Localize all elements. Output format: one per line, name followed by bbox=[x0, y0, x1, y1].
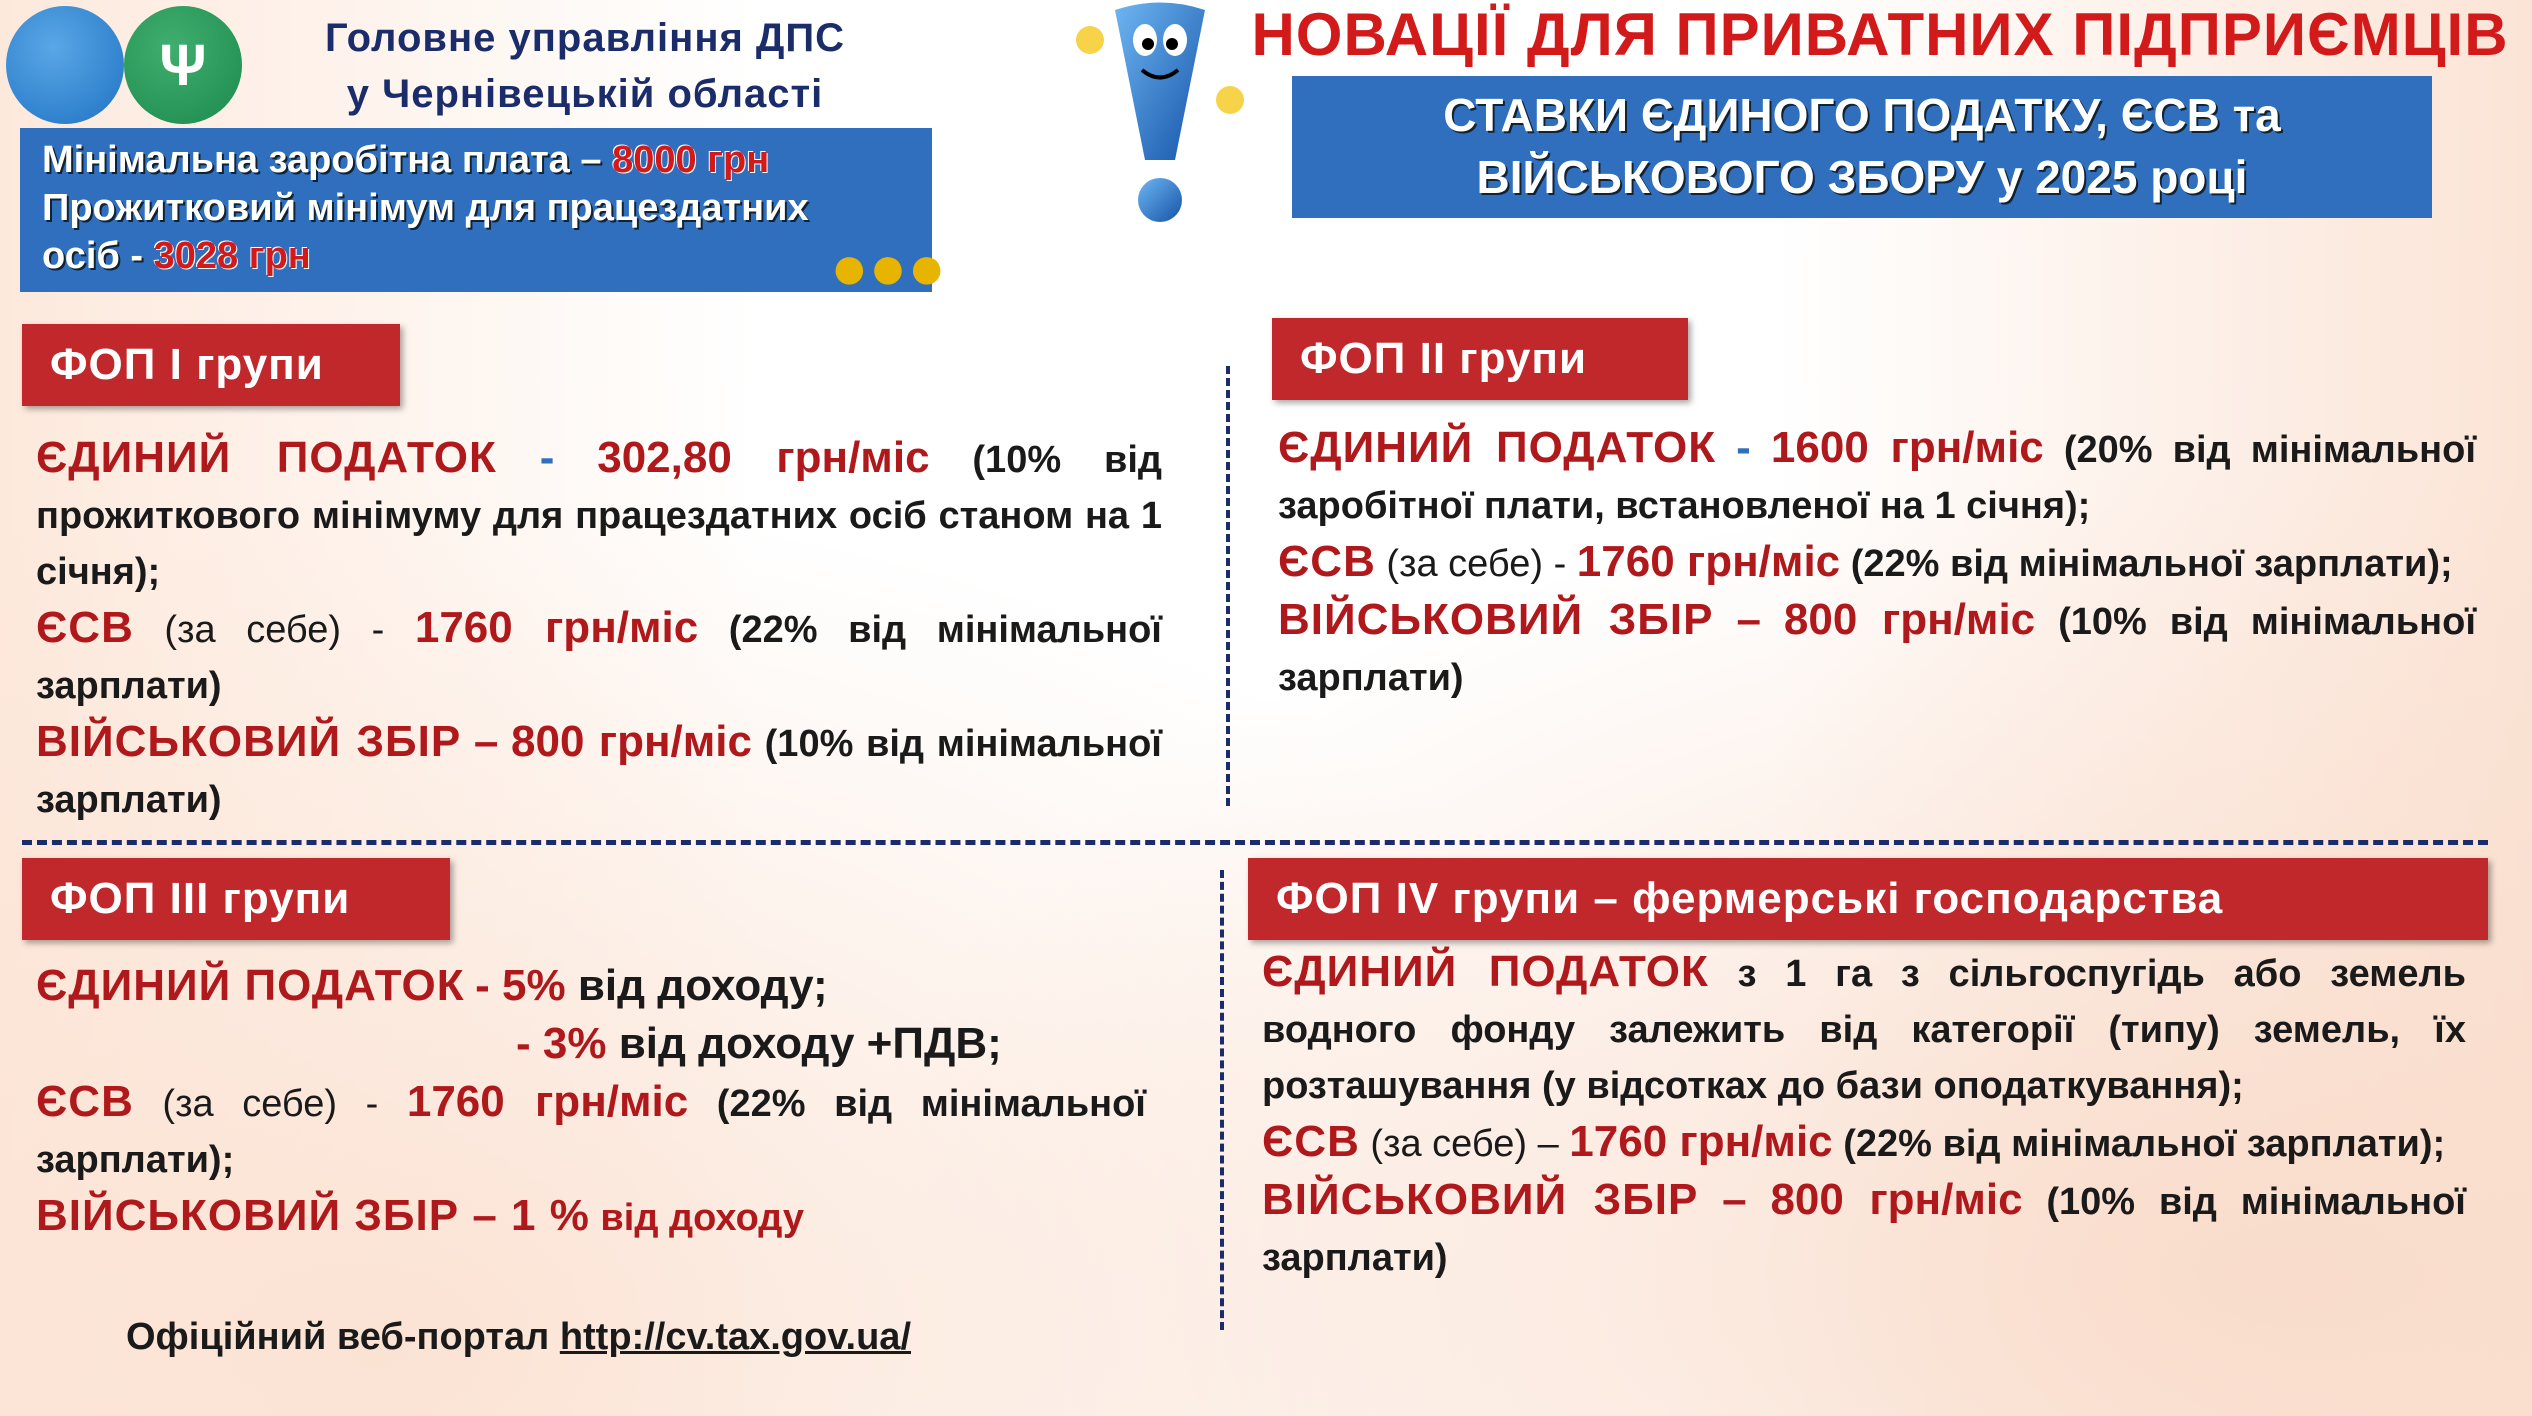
group-3-tax-line-1 bbox=[36, 958, 1146, 1016]
group-3-mil-line bbox=[36, 1188, 1146, 1246]
group-3-tax-rate-1-note: від доходу; bbox=[565, 961, 828, 1010]
group-2-mil-value: 800 грн/міс bbox=[1783, 595, 2036, 644]
group-4-text bbox=[1262, 944, 2466, 1286]
group-1-esv-line bbox=[36, 600, 1162, 714]
group-2-tax-label: ЄДИНИЙ ПОДАТОК bbox=[1278, 423, 1717, 472]
group-2-esv-label: ЄСВ bbox=[1278, 537, 1376, 586]
portal-link[interactable]: http://cv.tax.gov.ua/ bbox=[559, 1316, 911, 1358]
group-3-tax-label: ЄДИНИЙ ПОДАТОК bbox=[36, 961, 465, 1010]
org-name-line1: Головне управління ДПС bbox=[324, 16, 846, 60]
group-3-tax-rate-2-note: від доходу +ПДВ; bbox=[606, 1019, 1002, 1068]
subtitle-line2: ВІЙСЬКОВОГО ЗБОРУ у 2025 році bbox=[1476, 151, 2248, 203]
group-1-mil-label: ВІЙСЬКОВИЙ ЗБІР bbox=[36, 717, 462, 766]
group-2-mil-note: (10% від мінімальної зарплати) bbox=[1278, 601, 2477, 699]
group-1-esv-value: 1760 грн/міс bbox=[414, 603, 699, 652]
subsistence-label-2: осіб - bbox=[42, 235, 154, 277]
subtitle-line1: СТАВКИ ЄДИНОГО ПОДАТКУ, ЄСВ та bbox=[1443, 89, 2281, 141]
group-2-tax-value: 1600 грн/міс bbox=[1770, 423, 2044, 472]
group-2-mil-line: ВІЙСЬКОВИЙ ЗБІР – 800 грн/міс (10% від мінімальної зарплати) bbox=[1278, 595, 2477, 699]
group-4-mil-note: (10% від мінімальної зарплати) bbox=[1262, 1181, 2466, 1279]
group-1-esv-mid: (за себе) - bbox=[133, 609, 415, 651]
subtitle-box bbox=[1292, 76, 2432, 218]
group-1-mil-line: ВІЙСЬКОВИЙ ЗБІР – 800 грн/міс (10% від мінімальної зарплати) bbox=[36, 717, 1162, 821]
group-1-tax-line: ЄДИНИЙ ПОДАТОК - 302,80 грн/міс (10% від прожиткового мінімуму для працездатних осіб станом на 1 січня); bbox=[36, 433, 1162, 593]
main-title: НОВАЦІЇ ДЛЯ ПРИВАТНИХ ПІДПРИЄМЦІВ bbox=[1251, 1, 2509, 68]
exclamation-mascot-icon bbox=[1070, 0, 1250, 230]
group-4-esv-mid: (за себе) – bbox=[1359, 1123, 1570, 1165]
group-4-esv-label: ЄСВ bbox=[1262, 1117, 1360, 1166]
group-3-tax-rate-2: - 3% bbox=[516, 1019, 607, 1068]
subsistence-value: 3028 грн bbox=[153, 235, 311, 277]
group-2-mil-label: ВІЙСЬКОВИЙ ЗБІР bbox=[1278, 595, 1714, 644]
subsistence-label-1: Прожитковий мінімум для працездатних bbox=[42, 187, 809, 229]
group-4-mil-line: ВІЙСЬКОВИЙ ЗБІР – 800 грн/міс (10% від мінімальної зарплати) bbox=[1262, 1175, 2466, 1279]
group-1-text bbox=[36, 430, 1162, 828]
group-1-esv-label: ЄСВ bbox=[36, 603, 134, 652]
coins-icon: ●●● bbox=[830, 231, 946, 303]
group-2-text bbox=[1278, 420, 2476, 706]
portal-footer bbox=[126, 1316, 911, 1359]
vertical-divider-top bbox=[1226, 366, 1230, 806]
group-1-esv-note: (22% від мінімальної зарплати) bbox=[36, 609, 1162, 707]
group-3-label: ФОП ІІІ групи bbox=[22, 858, 450, 940]
group-3-mil-note: від доходу bbox=[589, 1197, 805, 1239]
organization-name bbox=[260, 10, 910, 122]
group-2-esv-mid: (за себе) - bbox=[1375, 543, 1577, 585]
group-1-tax-label: ЄДИНИЙ ПОДАТОК bbox=[36, 433, 497, 482]
group-3-esv-value: 1760 грн/міс bbox=[406, 1077, 689, 1126]
dps-logo-icon bbox=[6, 6, 124, 124]
min-wage-value: 8000 грн bbox=[612, 139, 770, 181]
group-3-esv-line bbox=[36, 1074, 1146, 1188]
group-4-esv-value: 1760 грн/міс bbox=[1569, 1117, 1833, 1166]
group-4-esv-line bbox=[1262, 1114, 2466, 1172]
group-4-tax-label: ЄДИНИЙ ПОДАТОК bbox=[1262, 947, 1709, 996]
group-3-esv-mid: (за себе) - bbox=[133, 1083, 407, 1125]
horizontal-divider bbox=[22, 840, 2488, 845]
group-4-esv-note: (22% від мінімальної зарплати); bbox=[1832, 1123, 2446, 1165]
group-4-mil-value: 800 грн/міс bbox=[1770, 1175, 2023, 1224]
group-2-esv-line bbox=[1278, 534, 2476, 592]
group-2-label: ФОП ІІ групи bbox=[1272, 318, 1688, 400]
group-2-esv-note: (22% від мінімальної зарплати); bbox=[1840, 543, 2453, 585]
group-1-mil-value: 800 грн/міс bbox=[511, 717, 752, 766]
min-wage-label: Мінімальна заробітна плата – bbox=[42, 139, 613, 181]
group-1-label: ФОП І групи bbox=[22, 324, 400, 406]
group-3-mil-label: ВІЙСЬКОВИЙ ЗБІР – 1 % bbox=[36, 1191, 590, 1240]
group-3-tax-rate-1: - 5% bbox=[475, 961, 566, 1010]
vertical-divider-bottom bbox=[1220, 870, 1224, 1330]
wage-info-box bbox=[20, 128, 932, 292]
org-name-line2: у Чернівецькій області bbox=[346, 72, 824, 116]
group-1-tax-value: 302,80 грн/міс bbox=[597, 433, 930, 482]
trident-emblem-icon: Ψ bbox=[124, 6, 242, 124]
group-2-tax-line: ЄДИНИЙ ПОДАТОК - 1600 грн/міс (20% від мінімальної заробітної плати, встановленої на 1 січня); bbox=[1278, 423, 2477, 527]
portal-label: Офіційний веб-портал bbox=[126, 1316, 560, 1358]
group-3-esv-label: ЄСВ bbox=[36, 1077, 134, 1126]
group-4-mil-label: ВІЙСЬКОВИЙ ЗБІР bbox=[1262, 1175, 1699, 1224]
group-1-mil-note: (10% від мінімальної зарплати) bbox=[36, 723, 1162, 821]
group-3-tax-line-2 bbox=[36, 1016, 1146, 1074]
group-2-esv-value: 1760 грн/міс bbox=[1576, 537, 1841, 586]
group-4-tax-line bbox=[1262, 944, 2466, 1114]
group-4-label: ФОП IV групи – фермерські господарства bbox=[1248, 858, 2488, 940]
group-3-esv-note: (22% від мінімальної зарплати); bbox=[36, 1083, 1146, 1181]
group-1-tax-note: (10% від прожиткового мінімуму для працездатних осіб станом на 1 січня); bbox=[36, 439, 1162, 593]
group-3-text bbox=[36, 958, 1146, 1246]
group-2-tax-note: (20% від мінімальної заробітної плати, встановленої на 1 січня); bbox=[1278, 429, 2477, 527]
group-4-tax-note: з 1 га з сільгоспугідь або земель водного фонду залежить від категорії (типу) земель, їх розташування (у відсотках до бази оподаткування); bbox=[1262, 953, 2467, 1107]
